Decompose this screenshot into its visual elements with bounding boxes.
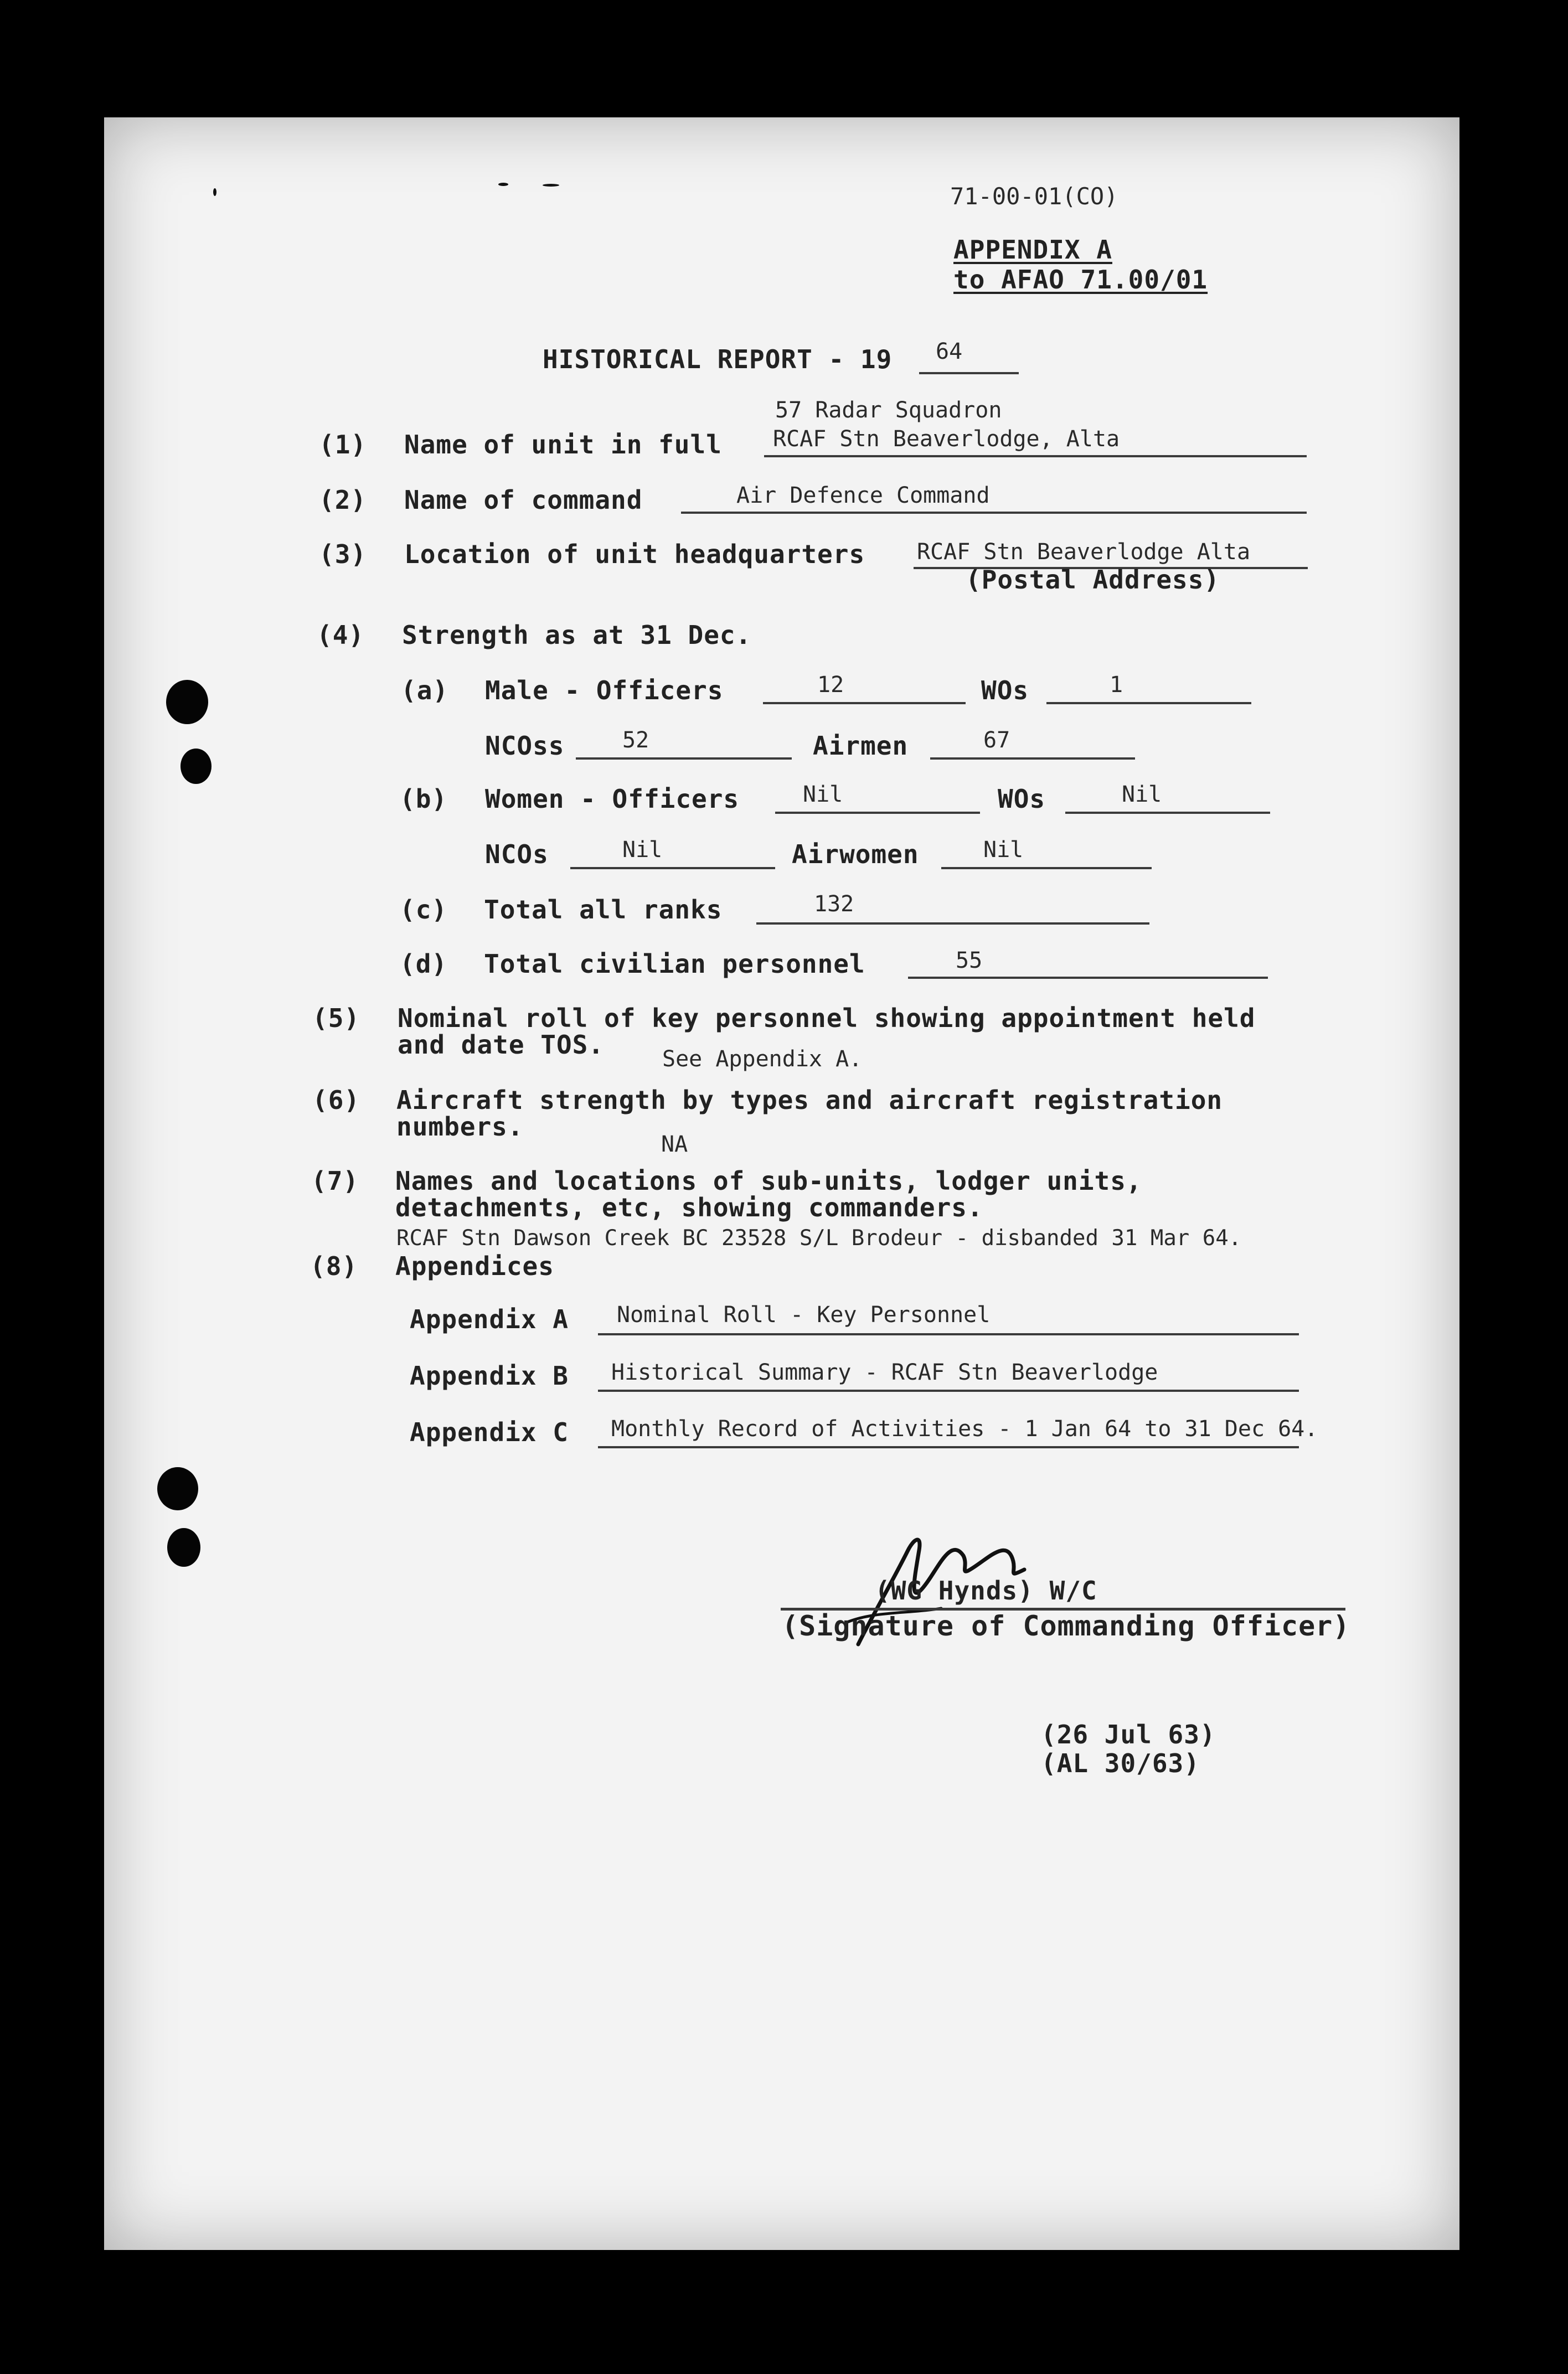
report-title: HISTORICAL REPORT - 19 (543, 344, 893, 374)
year-underline (919, 372, 1019, 374)
sub-units-label-2: detachments, etc, showing commanders. (395, 1193, 983, 1222)
location-value: RCAF Stn Beaverlodge Alta (917, 539, 1251, 565)
total-all-ranks-underline (756, 922, 1149, 925)
total-civilian-label: Total civilian personnel (484, 949, 865, 979)
male-wos-label: WOs (981, 675, 1029, 705)
airmen-underline (930, 757, 1135, 760)
nominal-roll-value: See Appendix A. (662, 1046, 863, 1072)
unit-name-value-1: 57 Radar Squadron (775, 398, 1002, 423)
item-number: (6) (312, 1085, 360, 1115)
sub-units-label-1: Names and locations of sub-units, lodger units, (395, 1166, 1142, 1196)
total-civilian-underline (908, 977, 1268, 979)
male-ncos-underline (576, 757, 792, 760)
appendix-heading-line1: APPENDIX A (953, 235, 1112, 265)
women-wos-label: WOs (998, 784, 1046, 814)
male-ncos-value: 52 (622, 727, 649, 753)
women-wos-underline (1065, 812, 1270, 814)
strength-a-label: (a) (401, 675, 449, 705)
appendix-heading-line2: to AFAO 71.00/01 (953, 265, 1208, 295)
command-value: Air Defence Command (736, 483, 990, 508)
speck (498, 183, 508, 186)
appendix-b-value: Historical Summary - RCAF Stn Beaverlodge (611, 1360, 1158, 1385)
unit-name-underline (764, 455, 1307, 457)
report-year: 64 (936, 339, 963, 364)
strength-label: Strength as at 31 Dec. (402, 620, 752, 650)
aircraft-strength-label-1: Aircraft strength by types and aircraft registration (396, 1085, 1223, 1115)
nominal-roll-label-1: Nominal roll of key personnel showing appointment held (398, 1003, 1256, 1033)
form-amendment: (AL 30/63) (1041, 1748, 1200, 1778)
male-ncos-label: NCOss (485, 731, 565, 761)
appendix-c-label: Appendix C (410, 1417, 569, 1447)
location-label: Location of unit headquarters (404, 539, 865, 569)
total-all-ranks-value: 132 (814, 891, 854, 917)
aircraft-strength-value: NA (661, 1132, 688, 1157)
item-number: (5) (312, 1003, 360, 1033)
command-underline (681, 512, 1307, 514)
appendices-label: Appendices (395, 1251, 554, 1281)
women-ncos-label: NCOs (485, 839, 549, 869)
speck (213, 188, 216, 196)
punch-hole-bottom-2 (167, 1528, 200, 1567)
signatory-name: (WG Hynds) W/C (875, 1576, 1097, 1606)
women-officers-value: Nil (803, 782, 843, 807)
appendix-c-value: Monthly Record of Activities - 1 Jan 64 to 31 Dec 64. (611, 1416, 1318, 1442)
women-ncos-underline (570, 867, 775, 869)
command-label: Name of command (404, 485, 643, 515)
speck (543, 184, 559, 187)
punch-hole-bottom (157, 1467, 198, 1510)
male-officers-value: 12 (817, 672, 844, 698)
total-all-ranks-label: Total all ranks (484, 895, 723, 925)
women-wos-value: Nil (1122, 782, 1162, 807)
strength-c-label: (c) (400, 895, 448, 925)
airmen-value: 67 (983, 727, 1010, 753)
document-reference: 71-00-01(CO) (950, 183, 1118, 210)
signature-caption: (Signature of Commanding Officer) (782, 1610, 1350, 1642)
appendix-a-value: Nominal Roll - Key Personnel (617, 1302, 991, 1328)
male-officers-underline (763, 702, 966, 704)
appendix-b-underline (598, 1390, 1299, 1392)
women-ncos-value: Nil (622, 837, 663, 863)
item-number: (7) (311, 1166, 359, 1196)
item-number: (1) (319, 430, 367, 460)
women-officers-label: Women - Officers (485, 784, 740, 814)
appendix-a-underline (598, 1333, 1299, 1335)
airwomen-value: Nil (983, 837, 1024, 863)
airwomen-label: Airwomen (792, 839, 919, 869)
unit-name-value-2: RCAF Stn Beaverlodge, Alta (773, 426, 1120, 452)
aircraft-strength-label-2: numbers. (396, 1112, 524, 1142)
item-number: (8) (310, 1251, 358, 1281)
nominal-roll-label-2: and date TOS. (398, 1030, 605, 1060)
item-number: (3) (319, 539, 367, 569)
postal-address-caption: (Postal Address) (966, 565, 1220, 595)
women-officers-underline (775, 812, 980, 814)
male-wos-underline (1046, 702, 1251, 704)
item-number: (2) (319, 485, 367, 515)
appendix-a-label: Appendix A (410, 1304, 569, 1334)
male-officers-label: Male - Officers (485, 675, 724, 705)
punch-hole-top-2 (180, 749, 212, 784)
strength-b-label: (b) (400, 784, 448, 814)
sub-units-value: RCAF Stn Dawson Creek BC 23528 S/L Brodeur - disbanded 31 Mar 64. (396, 1226, 1242, 1251)
strength-d-label: (d) (400, 949, 448, 979)
item-number: (4) (317, 620, 365, 650)
airmen-label: Airmen (813, 731, 909, 761)
unit-name-label: Name of unit in full (404, 430, 722, 460)
punch-hole-top (166, 680, 208, 724)
total-civilian-value: 55 (956, 948, 983, 973)
appendix-c-underline (598, 1446, 1299, 1448)
form-date: (26 Jul 63) (1041, 1720, 1216, 1749)
airwomen-underline (941, 867, 1152, 869)
appendix-b-label: Appendix B (410, 1361, 569, 1391)
male-wos-value: 1 (1110, 672, 1123, 698)
